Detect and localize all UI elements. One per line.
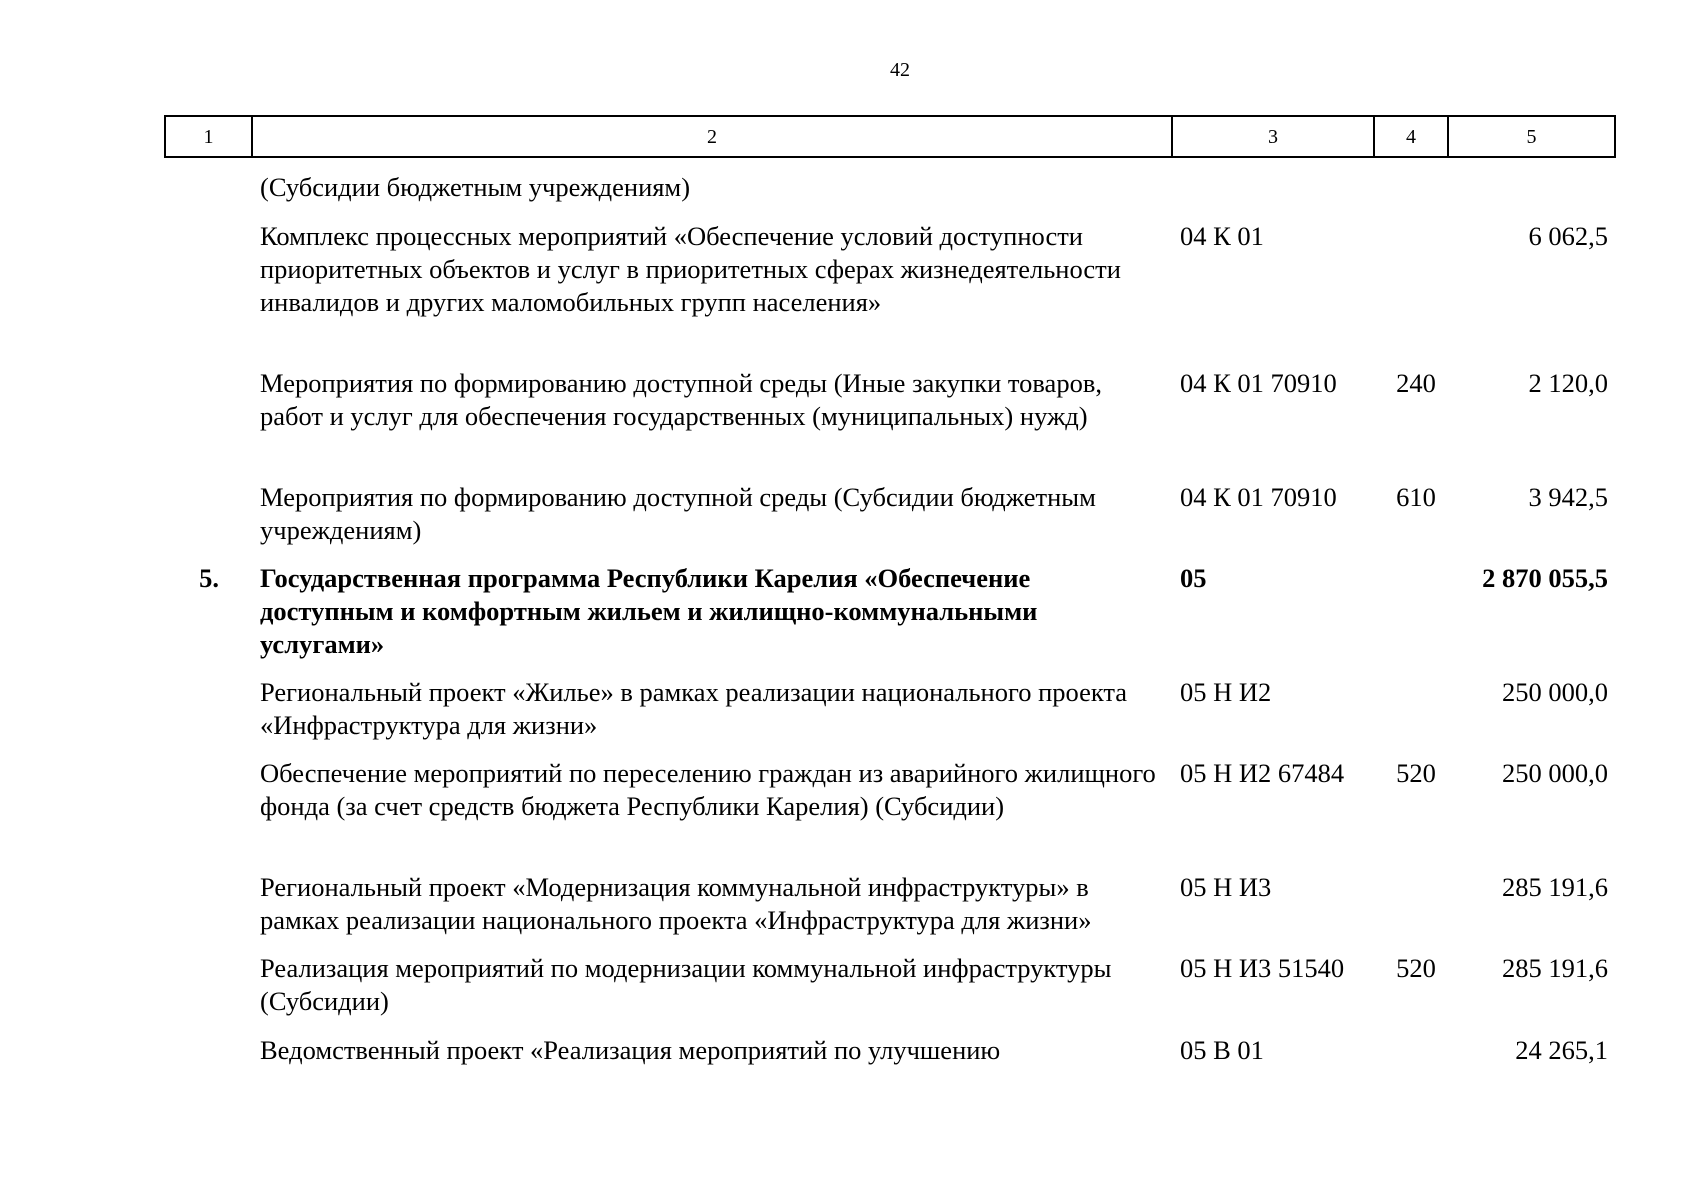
- header-col-3: 3: [1173, 117, 1375, 156]
- row-name: Региональный проект «Модернизация коммунальной инфраструктуры» в рамках реализации национального проекта «Инфраструктура для жизни»: [260, 872, 1092, 935]
- row-code: 05 Н И2 67484: [1180, 758, 1345, 788]
- row-name: Реализация мероприятий по модернизации коммунальной инфраструктуры (Субсидии): [260, 953, 1112, 1016]
- page-number: 42: [890, 59, 910, 81]
- row-amount: 2 120,0: [1528, 368, 1608, 398]
- row-name: Региональный проект «Жилье» в рамках реализации национального проекта «Инфраструктура для жизни»: [260, 677, 1128, 740]
- row-code: 04 К 01 70910: [1180, 368, 1337, 398]
- row-amount: 285 191,6: [1502, 953, 1608, 983]
- header-col-4: 4: [1375, 117, 1449, 156]
- row-expense-type: 610: [1396, 482, 1436, 512]
- row-amount: 3 942,5: [1528, 482, 1608, 512]
- row-code: 05 Н И3: [1180, 872, 1272, 902]
- header-col-1: 1: [166, 117, 253, 156]
- row-name: (Субсидии бюджетным учреждениям): [260, 172, 691, 202]
- row-name: Государственная программа Республики Карелия «Обеспечение доступным и комфортным жильем и жилищно-коммунальными услугами»: [260, 563, 1038, 659]
- row-expense-type: 240: [1396, 368, 1436, 398]
- row-code: 04 К 01: [1180, 221, 1264, 251]
- row-code: 05: [1180, 563, 1207, 593]
- header-col-5: 5: [1526, 126, 1537, 148]
- table-header: [164, 115, 1616, 158]
- row-amount: 6 062,5: [1528, 221, 1608, 251]
- row-name: Мероприятия по формированию доступной среды (Иные закупки товаров, работ и услуг для обеспечения государственных (муниципальных) нужд): [260, 368, 1102, 431]
- row-name: Обеспечение мероприятий по переселению граждан из аварийного жилищного фонда (за счет средств бюджета Республики Карелия) (Субсидии): [260, 758, 1156, 821]
- row-amount: 24 265,1: [1515, 1035, 1608, 1065]
- header-col-2: 2: [253, 117, 1173, 156]
- row-amount: 250 000,0: [1502, 758, 1608, 788]
- row-expense-type: 520: [1396, 758, 1436, 788]
- row-name: Мероприятия по формированию доступной среды (Субсидии бюджетным учреждениям): [260, 482, 1096, 545]
- row-amount: 2 870 055,5: [1482, 563, 1608, 593]
- row-number: 5.: [199, 563, 219, 593]
- row-name: Ведомственный проект «Реализация мероприятий по улучшению: [260, 1035, 1001, 1065]
- row-amount: 285 191,6: [1502, 872, 1608, 902]
- row-expense-type: 520: [1396, 953, 1436, 983]
- row-name: Комплекс процессных мероприятий «Обеспечение условий доступности приоритетных объектов и услуг в приоритетных сферах жизнедеятельности инвалидов и других маломобильных групп населения»: [260, 221, 1121, 317]
- row-code: 05 Н И2: [1180, 677, 1272, 707]
- row-amount: 250 000,0: [1502, 677, 1608, 707]
- row-code: 04 К 01 70910: [1180, 482, 1337, 512]
- row-code: 05 В 01: [1180, 1035, 1264, 1065]
- row-code: 05 Н И3 51540: [1180, 953, 1345, 983]
